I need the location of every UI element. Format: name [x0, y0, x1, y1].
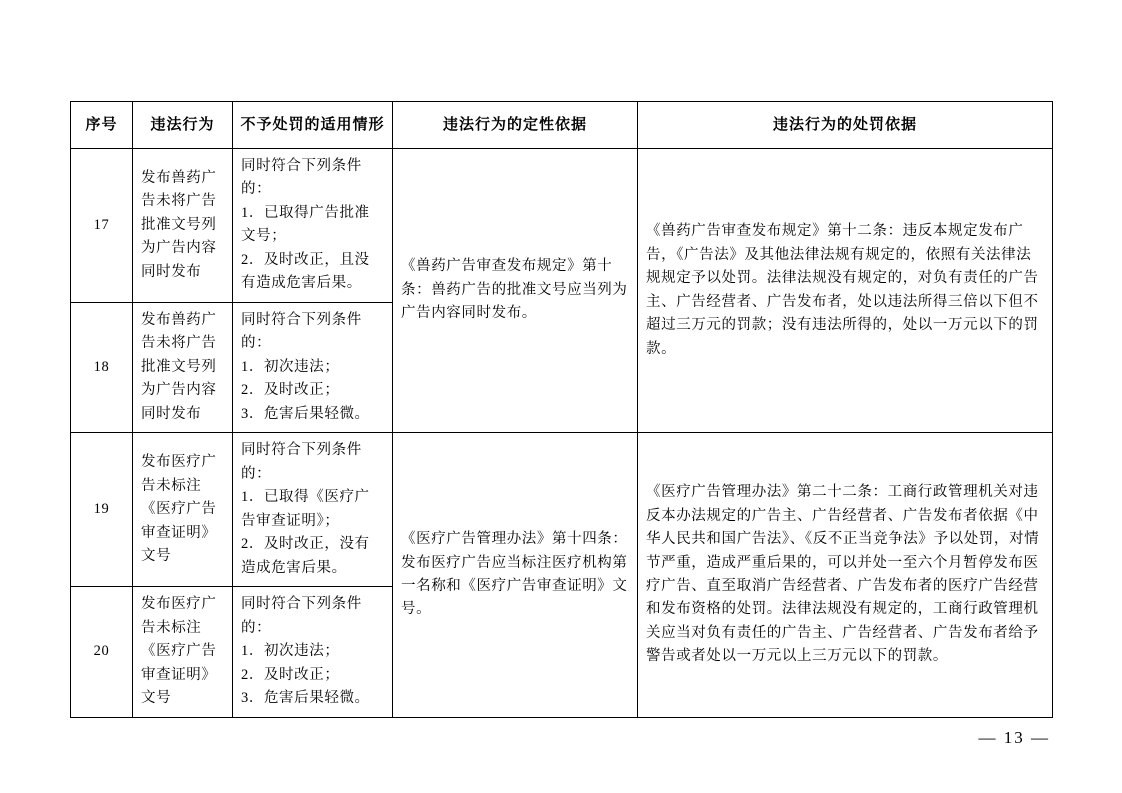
- penalty-table: [70, 101, 1053, 718]
- row-number: 20: [71, 587, 133, 717]
- row-qualification: 《医疗广告管理办法》第十四条：发布医疗广告应当标注医疗机构第一名称和《医疗广告审查证明》文号。: [393, 433, 638, 717]
- row-punishment: 《兽药广告审查发布规定》第十二条：违反本规定发布广告，《广告法》及其他法律法规有规定的，依照有关法律法规规定予以处罚。法律法规没有规定的，对负有责任的广告主、广告经营者、广告发布者，处以违法所得三倍以下但不超过三万元的罚款；没有违法所得的，处以一万元以下的罚款。: [638, 149, 1053, 433]
- table-row: [71, 149, 1053, 303]
- row-act: 发布医疗广告未标注《医疗广告审查证明》文号: [133, 433, 233, 587]
- row-condition: 同时符合下列条件的： 1．已取得《医疗广告审查证明》； 2．及时改正，没有造成危害后果。: [233, 433, 393, 587]
- column-header-condition: 不予处罚的适用情形: [233, 102, 393, 149]
- table-header-row: [71, 102, 1053, 149]
- column-header-act: 违法行为: [133, 102, 233, 149]
- row-condition: 同时符合下列条件的： 1．已取得广告批准文号； 2．及时改正，且没有造成危害后果。: [233, 149, 393, 303]
- row-number: 19: [71, 433, 133, 587]
- page-number: — 13 —: [978, 728, 1050, 747]
- row-act: 发布兽药广告未将广告批准文号列为广告内容同时发布: [133, 302, 233, 432]
- column-header-punishment: 违法行为的处罚依据: [638, 102, 1053, 149]
- table-row: [71, 433, 1053, 587]
- penalty-table-container: [70, 101, 1052, 718]
- row-condition: 同时符合下列条件的： 1．初次违法； 2．及时改正； 3．危害后果轻微。: [233, 587, 393, 717]
- row-punishment: 《医疗广告管理办法》第二十二条：工商行政管理机关对违反本办法规定的广告主、广告经营者、广告发布者依据《中华人民共和国广告法》、《反不正当竞争法》予以处罚，对情节严重，造成严重后果的，可以并处一至六个月暂停发布医疗广告、直至取消广告经营者、广告发布者的医疗广告经营和发布资格的处罚。法律法规没有规定的，工商行政管理机关应当对负有责任的广告主、广告经营者、广告发布者给予警告或者处以一万元以上三万元以下的罚款。: [638, 433, 1053, 717]
- column-header-qualification: 违法行为的定性依据: [393, 102, 638, 149]
- row-qualification: 《兽药广告审查发布规定》第十条：兽药广告的批准文号应当列为广告内容同时发布。: [393, 149, 638, 433]
- row-condition: 同时符合下列条件的： 1．初次违法； 2．及时改正； 3．危害后果轻微。: [233, 302, 393, 432]
- row-act: 发布医疗广告未标注《医疗广告审查证明》文号: [133, 587, 233, 717]
- row-number: 17: [71, 149, 133, 303]
- row-number: 18: [71, 302, 133, 432]
- column-header-no: 序号: [71, 102, 133, 149]
- row-act: 发布兽药广告未将广告批准文号列为广告内容同时发布: [133, 149, 233, 303]
